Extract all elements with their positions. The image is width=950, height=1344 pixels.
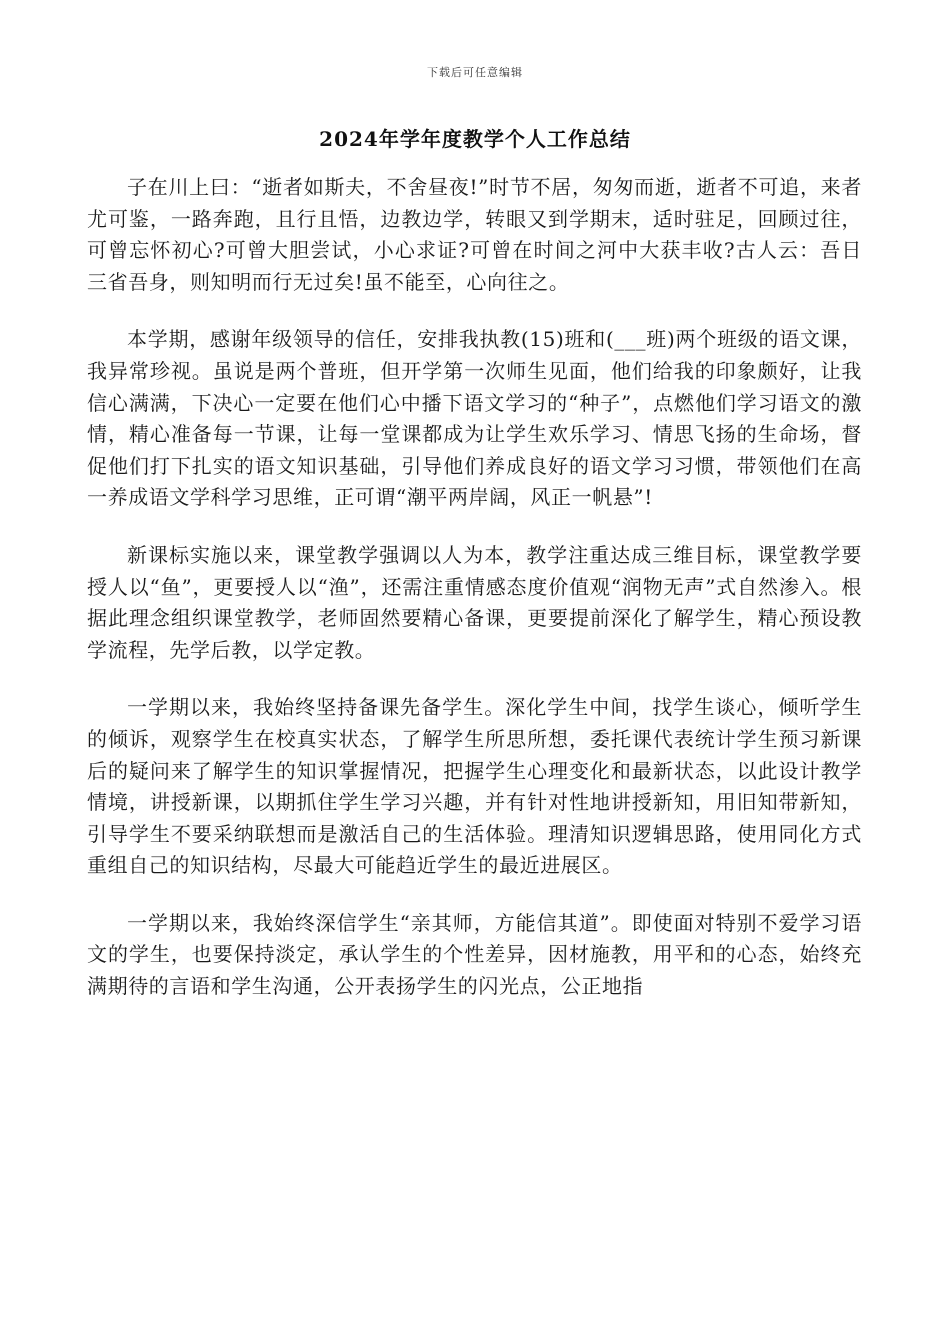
document-body [87,172,862,1029]
document-title: 2024年学年度教学个人工作总结 [319,127,631,151]
paragraph-4: 一学期以来，我始终坚持备课先备学生。深化学生中间，找学生谈心，倾听学生的倾诉，观察学生在校真实状态，了解学生所思所想，委托课代表统计学生预习新课后的疑问来了解学生的知识掌握情况，把握学生心理变化和最新状态，以此设计教学情境，讲授新课，以期抓住学生学习兴趣，并有针对性地讲授新知，用旧知带新知，引导学生不要采纳联想而是激活自己的生活体验。理清知识逻辑思路，使用同化方式重组自己的知识结构，尽最大可能趋近学生的最近进展区。 [87,695,862,878]
paragraph-3: 新课标实施以来，课堂教学强调以人为本，教学注重达成三维目标，课堂教学要授人以“鱼”，更要授人以“渔”，还需注重情感态度价值观“润物无声”式自然渗入。根据此理念组织课堂教学，老师固然要精心备课，更要提前深化了解学生，精心预设教学流程，先学后教，以学定教。 [87,542,862,662]
paragraph-5: 一学期以来，我始终深信学生“亲其师，方能信其道”。即使面对特别不爱学习语文的学生，也要保持淡定，承认学生的个性差异，因材施教，用平和的心态，始终充满期待的言语和学生沟通，公开表扬学生的闪光点，公正地指 [87,910,862,999]
paragraph-1: 子在川上曰：“逝者如斯夫，不舍昼夜!”时节不居，匆匆而逝，逝者不可追，来者尤可鉴，一路奔跑，且行且悟，边教边学，转眼又到学期末，适时驻足，回顾过往，可曾忘怀初心?可曾大胆尝试，小心求证?可曾在时间之河中大获丰收?古人云：吾日三省吾身，则知明而行无过矣!虽不能至，心向往之。 [87,175,862,294]
paragraph-2: 本学期，感谢年级领导的信任，安排我执教(15)班和(___班)两个班级的语文课，我异常珍视。虽说是两个普班，但开学第一次师生见面，他们给我的印象颇好，让我信心满满，下决心一定要在他们心中播下语文学习的“种子”，点燃他们学习语文的激情，精心准备每一节课，让每一堂课都成为让学生欢乐学习、情思飞扬的生命场，督促他们打下扎实的语文知识基础，引导他们养成良好的语文学习习惯，带领他们在高一养成语文学科学习思维，正可谓“潮平两岸阔，风正一帆悬”! [87,327,862,510]
header-note: 下载后可任意编辑 [427,66,523,79]
